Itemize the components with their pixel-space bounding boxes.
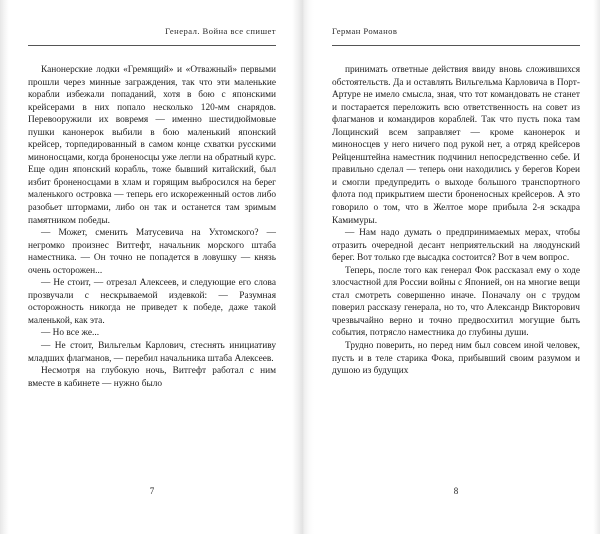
paragraph: принимать ответные действия ввиду вновь сложившихся обстоятельств. Да и оставлять Вильгельма Карловича в Порт-Артуре не имело смысла, зная, что тот командовать не станет и постарается переложить всю ответственность на совет из флагманов и командиров кораблей. Так что пусть пока там Лощинский всем заправляет — кроме канонерок и миноносцев у него ничего под рукой нет, а отряд крейсеров Рейценштейна наместник подчинил непосредственно себе. И правильно сделал — теперь они находились у берегов Кореи и смогли предупредить о выходе большого транспортного флота под прикрытием шести броненосных крейсеров. А это говорило о том, что в Желтое море прибыла 2-я эскадра Камимуры.: [332, 65, 580, 226]
paragraph: — Может, сменить Матусевича на Ухтомского? — негромко произнес Витгефт, начальник морского штаба наместника. — Он точно не попадется в ловушку — князь очень осторожен...: [28, 228, 276, 276]
left-page-folio: 7: [149, 486, 155, 496]
paragraph: — Но все же...: [41, 328, 100, 339]
paragraph: — Не стоит, — отрезал Алексеев, и следующие его слова прозвучали с нескрываемой издевкой: — Разумная осторожность никогда не приведет к победе, даже такой маленькой, как эта.: [28, 278, 276, 326]
right-page-running-head-text: Герман Романов: [332, 26, 398, 36]
right-page: [300, 0, 600, 534]
left-page-running-head-text: Генерал. Война все спишет: [165, 26, 276, 36]
right-page-body: [332, 64, 580, 378]
paragraph: Канонерские лодки «Гремящий» и «Отважный» первыми прошли через минные заграждения, так что эти маленькие корабли избежали попаданий, хотя в бою с японскими крейсерами в них попало несколько 120-мм снарядов. Перевооружили их вовремя — именно шестидюймовые пушки канонерок выбили в бою маленький японский крейсер, торпедированный в самом конце схватки русскими миноносцами, когда броненосцы уже легли на обратный курс. Еще один японский корабль, тоже бывший китайский, был избит броненосцами в хлам и горящим выбросился на берег маленького островка — теперь его искореженный остов либо разобьет штормами, либо он так и останется там зримым памятником победы.: [28, 65, 276, 226]
paragraph: — Нам надо думать о предпринимаемых мерах, чтобы отразить очередной десант неприятельский на ляодунский берег. Вот только где высадка состоится? Вот в чем вопрос.: [332, 228, 580, 264]
right-page-folio: 8: [453, 486, 459, 496]
left-page-running-head: [28, 26, 276, 52]
right-page-running-head: [332, 26, 580, 52]
left-page-body: [28, 64, 276, 390]
paragraph: Несмотря на глубокую ночь, Витгефт работал с ним вместе в кабинете — нужно было: [28, 366, 276, 389]
paragraph: Теперь, после того как генерал Фок рассказал ему о ходе злосчастной для России войны с Японией, он на многие вещи стал смотреть совершенно иначе. Поначалу он с трудом поверил рассказу генерала, но то, что Александр Викторович чрезвычайно верно и точно предвосхитил могущие быть события, потрясло наместника до глубины души.: [332, 265, 580, 339]
paragraph: — Не стоит, Вильгельм Карлович, стеснять инициативу младших флагманов, — перебил начальника штаба Алексеев.: [28, 341, 276, 364]
paragraph: Трудно поверить, но перед ним был совсем иной человек, пусть и в теле старика Фока, прибывший своим разумом и душою из будущих: [332, 341, 580, 377]
